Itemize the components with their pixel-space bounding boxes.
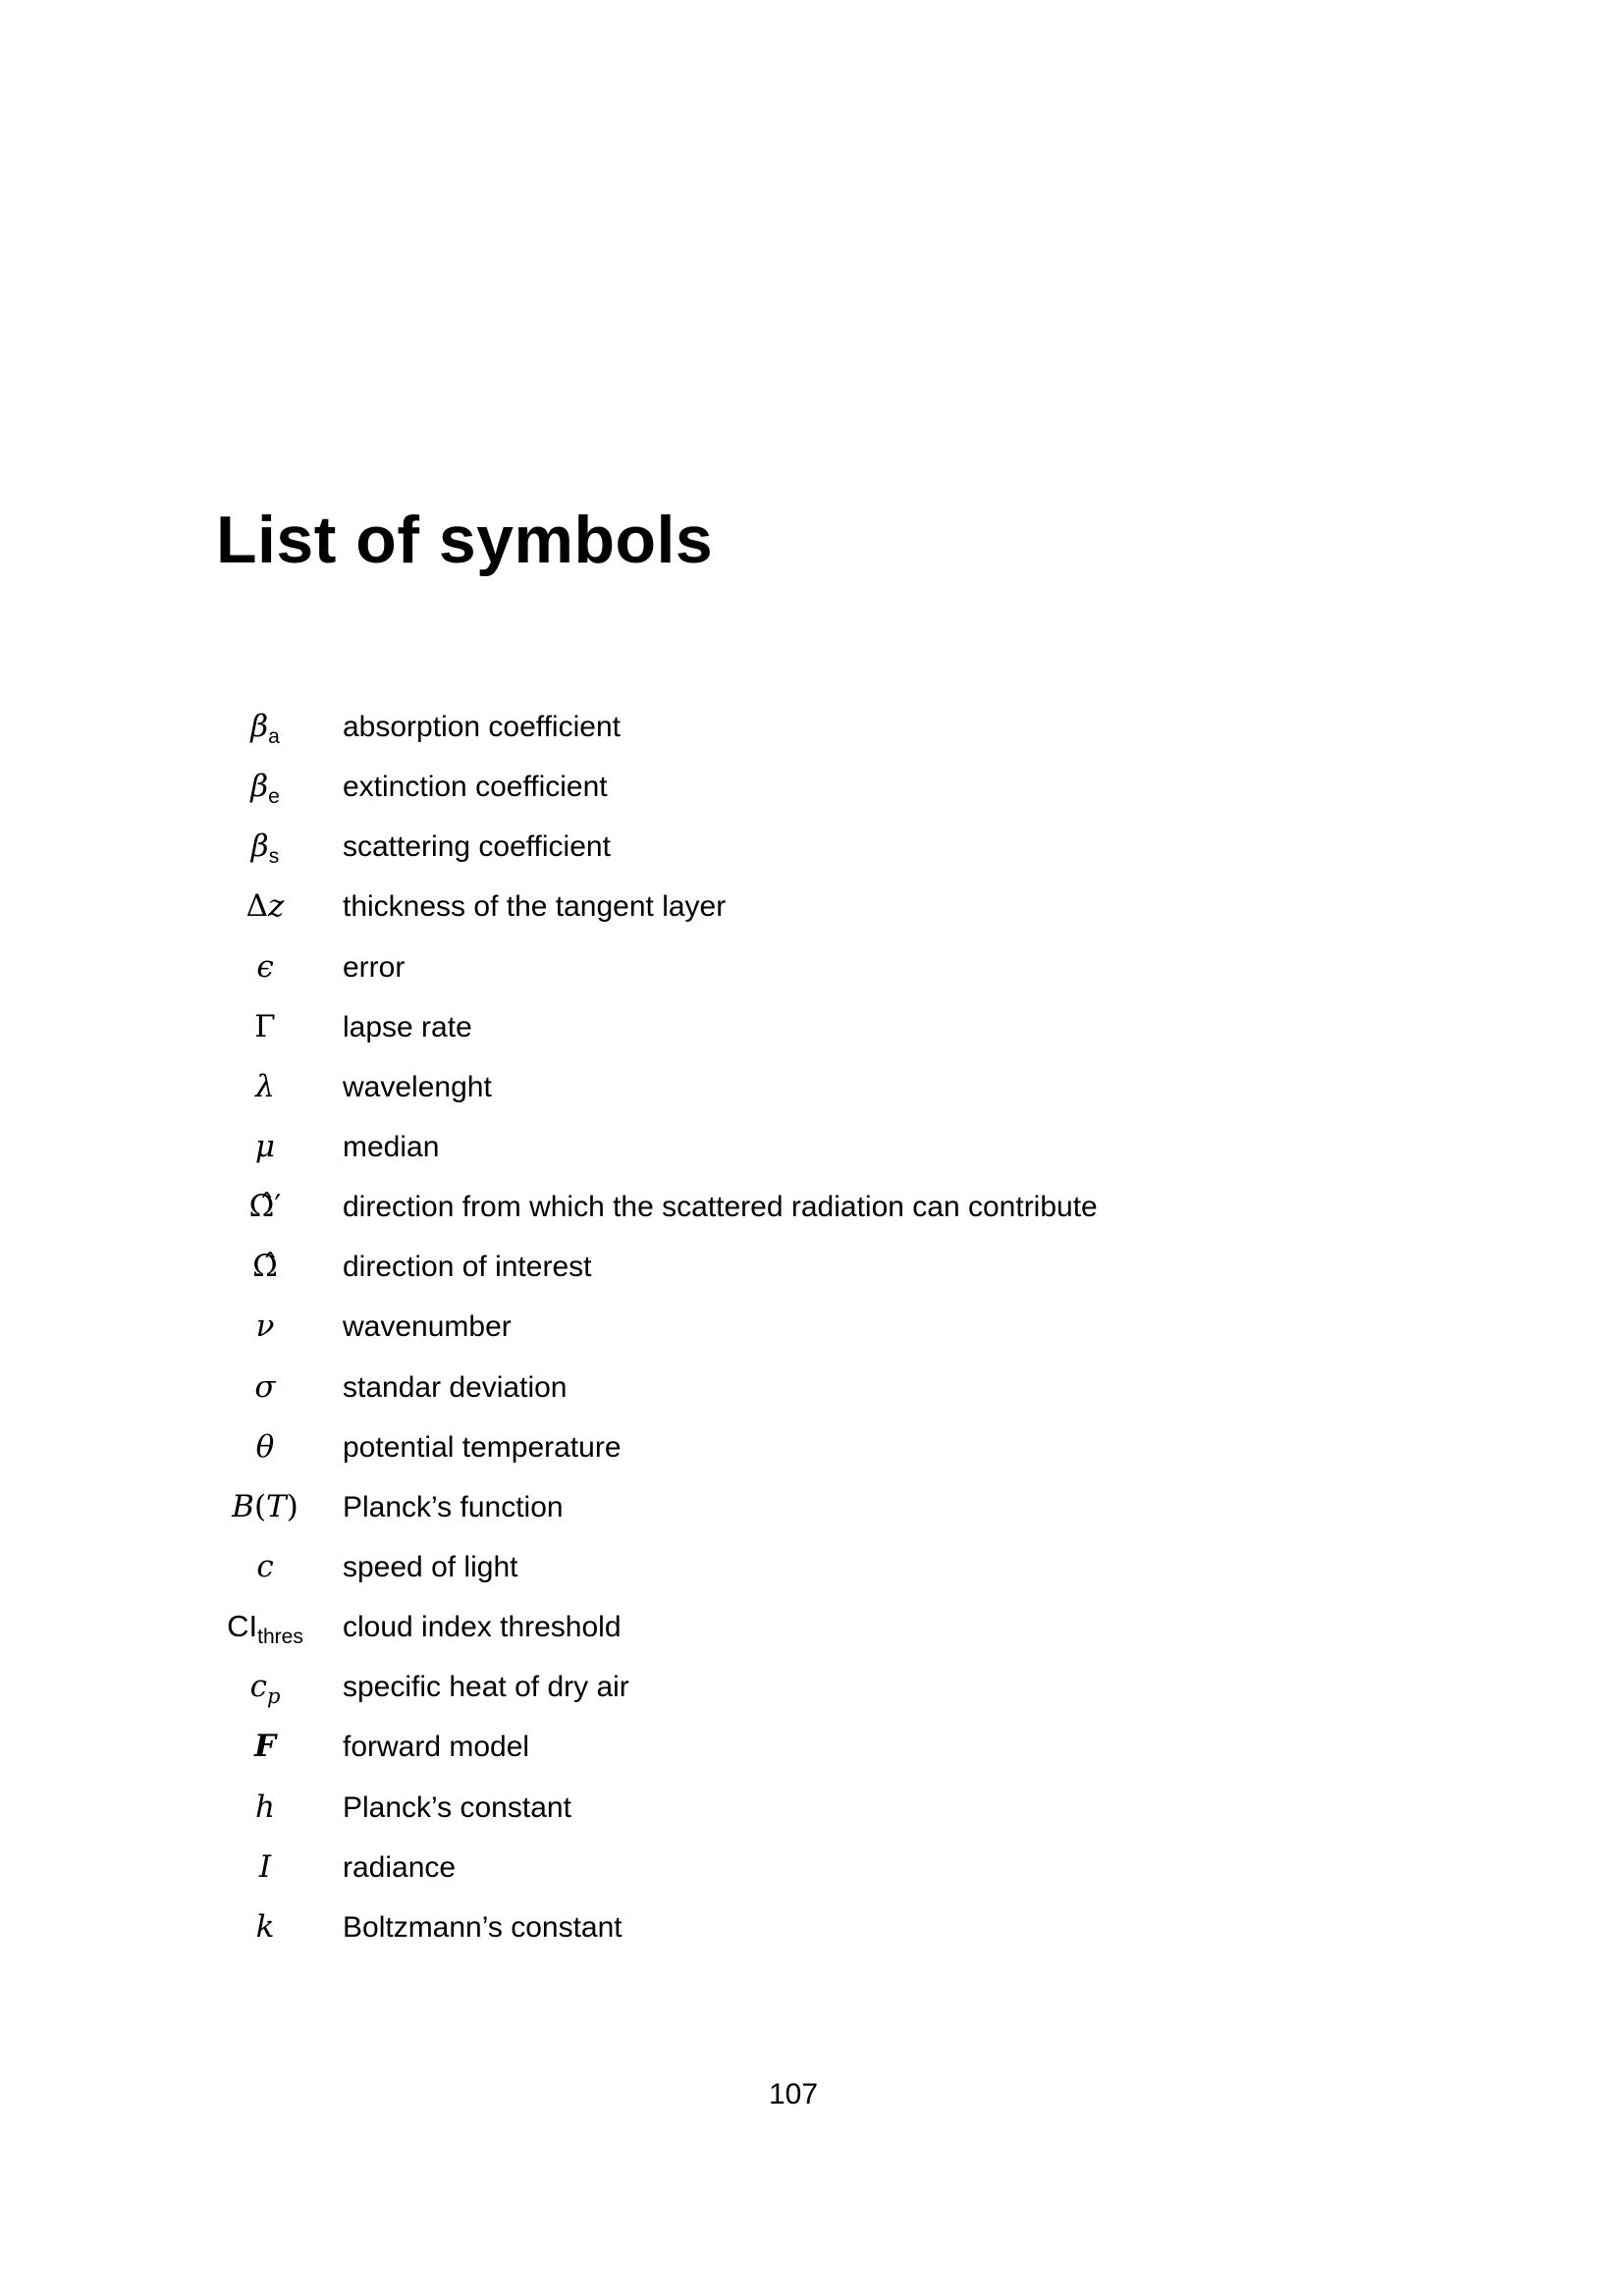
symbol-glyph: Δ (245, 888, 269, 925)
symbol-cell (201, 1896, 329, 1957)
symbol-glyph: c (249, 1669, 267, 1705)
symbol-row (0, 1656, 1624, 1716)
symbol-row (0, 1476, 1624, 1536)
symbol-description: Planck’s function (343, 1490, 564, 1523)
symbol-row (0, 1357, 1624, 1416)
symbol-cell (201, 876, 329, 936)
symbol-glyph: z (268, 888, 285, 925)
symbol-glyph: B (232, 1488, 254, 1524)
symbol-description: lapse rate (343, 1010, 472, 1043)
symbol-row (0, 1416, 1624, 1476)
symbol-row (0, 1777, 1624, 1837)
symbol-glyph: ) (286, 1488, 298, 1524)
symbol-row (0, 756, 1624, 816)
symbol-description: absorption coefficient (343, 711, 621, 743)
symbol-description: standar deviation (343, 1370, 568, 1404)
symbol-cell (201, 1357, 329, 1417)
symbol-glyph: k (255, 1908, 275, 1945)
symbol-glyph: h (255, 1789, 275, 1825)
symbol-subscript: e (268, 785, 280, 809)
symbol-cell (201, 1837, 329, 1897)
symbol-glyph: ϵ (256, 948, 274, 985)
symbol-row (0, 1596, 1624, 1656)
symbol-subscript: thres (257, 1626, 303, 1649)
symbol-row (0, 1716, 1624, 1776)
symbol-description: thickness of the tangent layer (343, 890, 727, 924)
symbol-cell (201, 1476, 329, 1537)
symbol-glyph: σ (254, 1368, 276, 1405)
symbol-description: extinction coefficient (343, 771, 608, 804)
symbol-description: median (343, 1130, 440, 1163)
symbol-description: Planck’s constant (343, 1790, 571, 1824)
symbol-subscript: a (268, 725, 280, 748)
symbol-cell (201, 936, 329, 997)
symbol-description: speed of light (343, 1550, 518, 1583)
symbol-description: error (343, 950, 406, 984)
symbol-list (0, 696, 1624, 1956)
symbol-description: wavenumber (343, 1310, 512, 1344)
symbol-description: potential temperature (343, 1430, 622, 1464)
symbol-description: specific heat of dry air (343, 1671, 629, 1704)
symbol-cell (201, 1716, 329, 1777)
page-title: List of symbols (216, 503, 714, 577)
symbol-row (0, 1536, 1624, 1596)
symbol-description: Boltzmann’s constant (343, 1910, 623, 1944)
symbol-glyph: I (258, 1848, 272, 1885)
symbol-cell (201, 1236, 329, 1297)
symbol-row (0, 1837, 1624, 1896)
symbol-cell (201, 1116, 329, 1177)
symbol-glyph: Γ (254, 1008, 276, 1044)
symbol-glyph: θ (255, 1428, 275, 1465)
symbol-glyph: ′ (274, 1189, 282, 1225)
symbol-description: radiance (343, 1850, 457, 1884)
symbol-row (0, 1296, 1624, 1356)
symbol-cell (201, 996, 329, 1057)
symbol-row (0, 1176, 1624, 1236)
symbol-row (0, 876, 1624, 935)
symbol-row (0, 696, 1624, 756)
symbol-glyph: c (256, 1548, 274, 1584)
symbol-glyph: ( (253, 1488, 267, 1524)
symbol-glyph: β (250, 709, 269, 744)
symbol-cell (201, 1777, 329, 1838)
symbol-glyph: T (266, 1488, 287, 1524)
symbol-description: cloud index threshold (343, 1611, 622, 1644)
symbol-description: scattering coefficient (343, 830, 611, 864)
symbol-glyph: CI (227, 1609, 258, 1644)
symbol-cell (201, 1296, 329, 1357)
symbol-row (0, 1236, 1624, 1296)
symbol-glyph: Ω̂ (248, 1189, 275, 1225)
symbol-glyph: β (250, 769, 269, 805)
page-number: 107 (768, 2078, 819, 2110)
symbol-row (0, 996, 1624, 1056)
symbol-row (0, 1056, 1624, 1116)
symbol-row (0, 936, 1624, 996)
symbol-description: direction of interest (343, 1251, 592, 1284)
symbol-cell (201, 1416, 329, 1477)
symbol-cell (201, 1536, 329, 1597)
symbol-glyph: ν (255, 1308, 275, 1345)
symbol-row (0, 1116, 1624, 1176)
symbol-description: forward model (343, 1731, 530, 1764)
symbol-glyph: λ (255, 1068, 275, 1104)
symbol-row (0, 816, 1624, 876)
symbol-glyph: μ (254, 1128, 276, 1164)
symbol-cell (201, 1056, 329, 1117)
symbol-description: wavelenght (343, 1070, 492, 1103)
symbol-subscript: p (266, 1684, 281, 1709)
symbol-cell (201, 1176, 329, 1237)
symbol-glyph: F (253, 1729, 276, 1765)
symbol-subscript: s (268, 845, 280, 869)
symbol-row (0, 1896, 1624, 1956)
symbol-glyph: Ω̂ (252, 1249, 278, 1285)
symbol-glyph: β (250, 828, 269, 865)
symbol-description: direction from which the scattered radiation can contribute (343, 1191, 1098, 1224)
